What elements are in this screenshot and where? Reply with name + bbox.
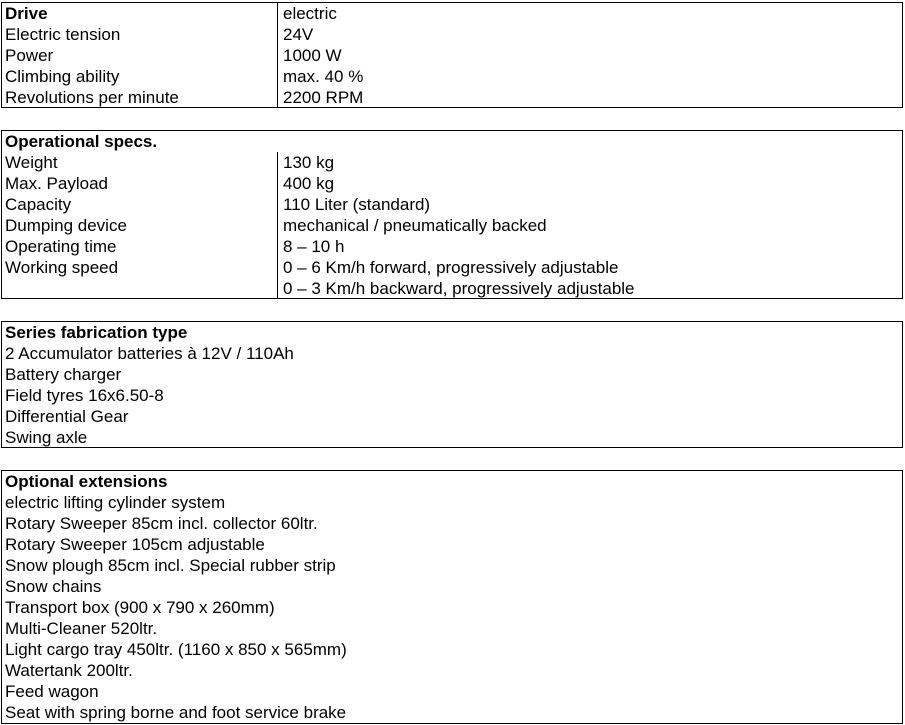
table-row [2, 45, 902, 66]
spec-value: 2200 RPM [283, 88, 364, 107]
spec-value: 1000 W [283, 46, 342, 65]
list-item [2, 427, 902, 448]
list-item-text: electric lifting cylinder system [5, 493, 226, 512]
operational-heading: Operational specs. [5, 132, 158, 151]
list-item-text: Snow chains [5, 577, 102, 596]
spec-value: mechanical / pneumatically backed [283, 216, 547, 235]
section-heading-row [2, 471, 902, 492]
list-item [2, 492, 902, 513]
drive-specs-table [1, 2, 903, 108]
table-row [2, 278, 902, 299]
table-row [2, 194, 902, 215]
spec-value: max. 40 % [283, 67, 364, 86]
list-item-text: Snow plough 85cm incl. Special rubber strip [5, 556, 336, 575]
list-item-text: Differential Gear [5, 407, 129, 426]
spec-value: 130 kg [283, 153, 335, 172]
series-heading: Series fabrication type [5, 323, 188, 342]
table-row [2, 236, 902, 257]
list-item [2, 597, 902, 618]
optional-heading: Optional extensions [5, 472, 168, 491]
list-item [2, 639, 902, 660]
section-heading-row [2, 322, 902, 343]
spec-value: 400 kg [283, 174, 335, 193]
list-item [2, 576, 902, 597]
list-item [2, 513, 902, 534]
spec-value: 0 – 3 Km/h backward, progressively adjustable [283, 279, 635, 298]
table-row [2, 24, 902, 45]
table-row [2, 173, 902, 194]
spec-label: Climbing ability [5, 67, 120, 86]
list-item-text: Watertank 200ltr. [5, 661, 133, 680]
spec-label: Max. Payload [5, 174, 108, 193]
list-item-text: Field tyres 16x6.50-8 [5, 386, 164, 405]
drive-value: electric [283, 4, 337, 23]
list-item [2, 534, 902, 555]
table-row [2, 152, 902, 173]
list-item [2, 555, 902, 576]
table-row [2, 257, 902, 278]
list-item [2, 681, 902, 702]
spec-label: Power [5, 46, 54, 65]
list-item [2, 364, 902, 385]
spec-value: 110 Liter (standard) [283, 195, 431, 214]
table-row [2, 87, 902, 108]
table-row [2, 215, 902, 236]
spec-value: 8 – 10 h [283, 237, 345, 256]
section-heading-row [2, 131, 902, 152]
list-item-text: Rotary Sweeper 85cm incl. collector 60ltr. [5, 514, 318, 533]
table-row [2, 3, 902, 24]
list-item-text: Rotary Sweeper 105cm adjustable [5, 535, 265, 554]
optional-extensions-box [1, 470, 903, 724]
spec-label: Capacity [5, 195, 72, 214]
spec-label: Weight [5, 153, 58, 172]
list-item-text: Multi-Cleaner 520ltr. [5, 619, 158, 638]
list-item-text: Feed wagon [5, 682, 99, 701]
list-item [2, 343, 902, 364]
list-item-text: 2 Accumulator batteries à 12V / 110Ah [5, 344, 294, 363]
list-item-text: Seat with spring borne and foot service brake [5, 703, 347, 722]
list-item [2, 406, 902, 427]
list-item-text: Swing axle [5, 428, 88, 447]
list-item [2, 660, 902, 681]
spec-value: 0 – 6 Km/h forward, progressively adjustable [283, 258, 619, 277]
list-item-text: Transport box (900 x 790 x 260mm) [5, 598, 275, 617]
spec-label: Dumping device [5, 216, 127, 235]
spec-label: Revolutions per minute [5, 88, 179, 107]
list-item-text: Light cargo tray 450ltr. (1160 x 850 x 565mm) [5, 640, 347, 659]
list-item [2, 385, 902, 406]
spec-label: Operating time [5, 237, 117, 256]
list-item [2, 618, 902, 639]
spec-label: Electric tension [5, 25, 121, 44]
table-row [2, 66, 902, 87]
drive-heading: Drive [5, 4, 48, 23]
spec-label: Working speed [5, 258, 119, 277]
operational-specs-table [1, 130, 903, 299]
list-item-text: Battery charger [5, 365, 122, 384]
list-item [2, 702, 902, 723]
series-fabrication-box [1, 321, 903, 448]
spec-value: 24V [283, 25, 314, 44]
